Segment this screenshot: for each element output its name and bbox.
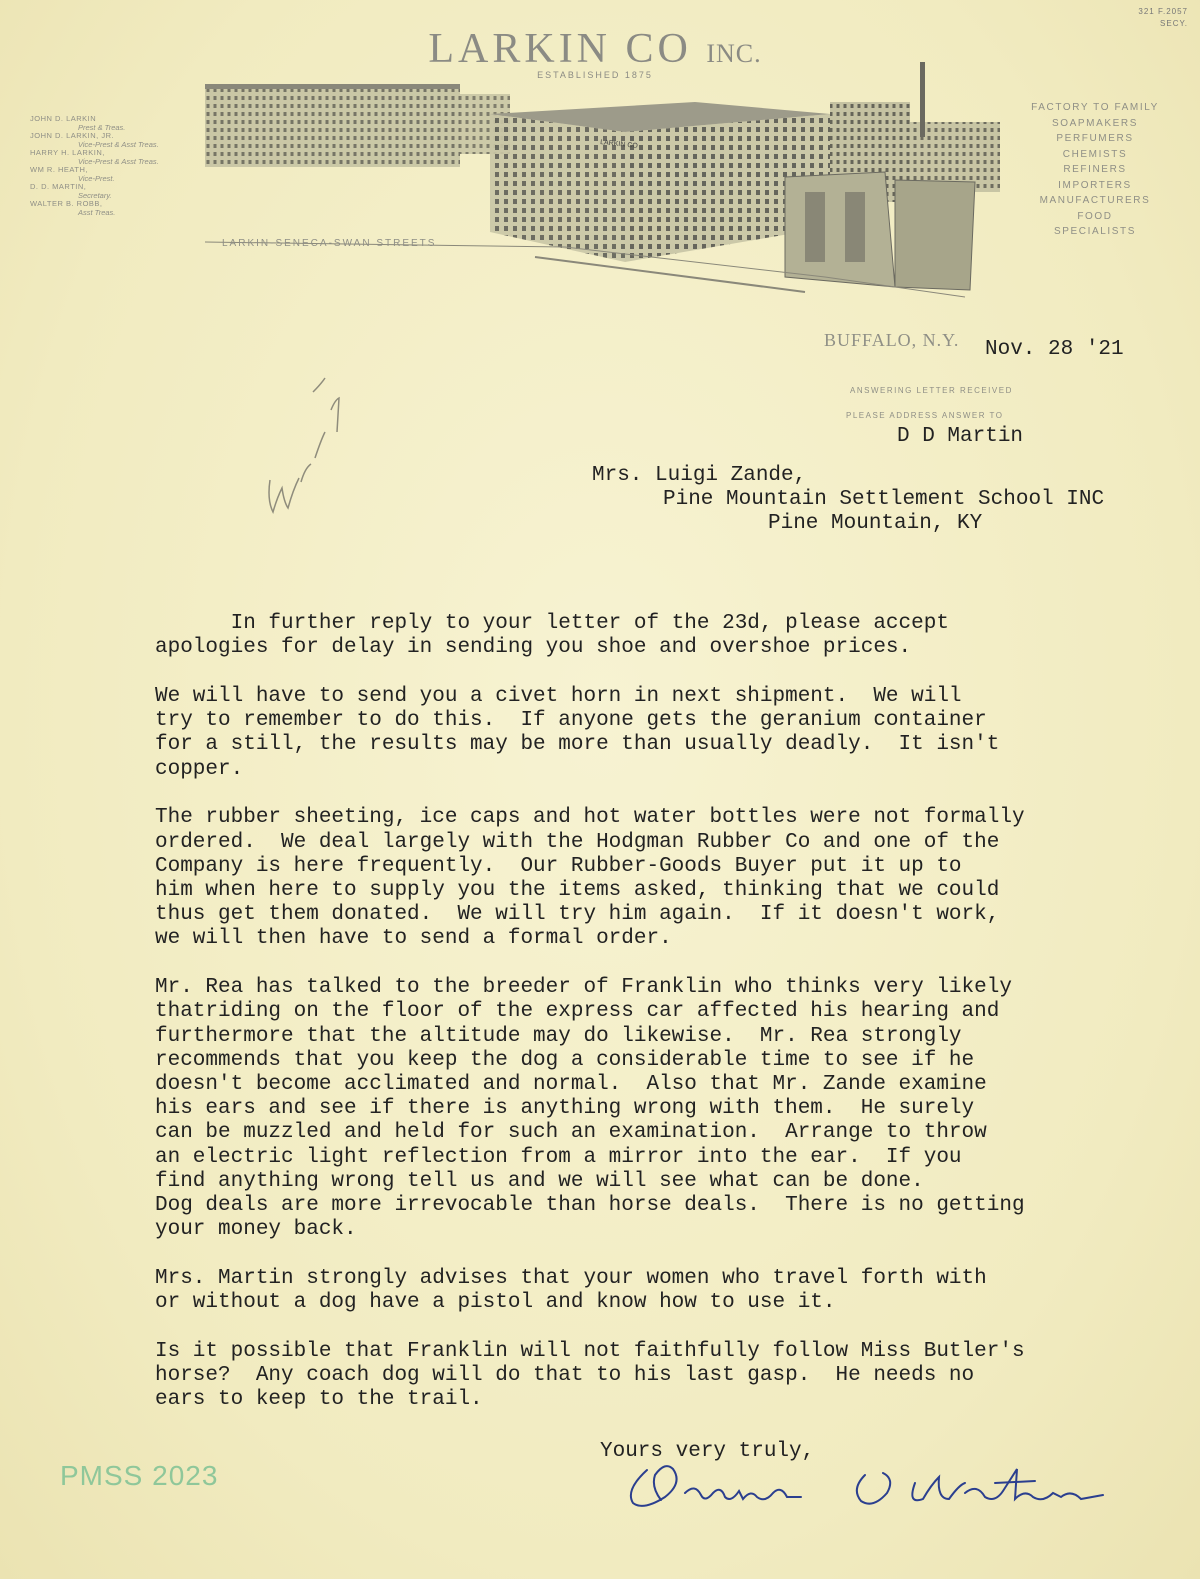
building-sign: LARKIN CO [599, 139, 639, 150]
paragraph: We will have to send you a civet horn in next shipment. We will try to remember to do this. If anyone gets the geranium container for a still, the results may be more than usually deadly. It isn't copper. [155, 685, 1000, 781]
streets-label: LARKIN-SENECA-SWAN STREETS [222, 238, 437, 249]
product-item: REFINERS [1063, 164, 1127, 175]
product-item: PERFUMERS [1056, 133, 1134, 144]
company-suffix: INC. [706, 39, 762, 68]
factory-illustration [205, 62, 1035, 302]
product-item: CHEMISTS [1062, 148, 1128, 160]
product-item: FACTORY TO FAMILY [1031, 102, 1159, 113]
product-item: SPECIALISTS [1053, 226, 1137, 237]
product-item: IMPORTERS [1058, 179, 1132, 191]
paragraph: Is it possible that Franklin will not faithfully follow Miss Butler's horse? Any coach dog will do that to his last gasp. He needs no ears to keep to the trail. [155, 1340, 1025, 1412]
officer-name: JOHN D. LARKIN [30, 114, 97, 123]
officer-name: HARRY H. LARKIN, [30, 148, 105, 157]
product-item: SOAPMAKERS [1051, 117, 1139, 129]
form-number: 321 F.2057 SECY. [1138, 7, 1188, 28]
pencil-margin-note [255, 370, 355, 520]
officer-title: Vice-Prest. [78, 173, 115, 183]
products-list [1020, 100, 1170, 240]
established-line: ESTABLISHED 1875 [537, 70, 653, 80]
officer-name: WM R. HEATH, [30, 165, 88, 174]
answering-label: ANSWERING LETTER RECEIVED [850, 386, 1013, 395]
letter-date: Nov. 28 '21 [985, 338, 1124, 361]
paragraph: In further reply to your letter of the 23d, please accept apologies for delay in sending you shoe and overshoe prices. [155, 612, 949, 660]
officers-list [30, 115, 200, 217]
watermark: PMSS 2023 [60, 1460, 219, 1491]
officer-name: WALTER B. ROBB, [30, 199, 103, 208]
officer-name: D. D. MARTIN, [30, 182, 87, 191]
paragraph: Mrs. Martin strongly advises that your women who travel forth with or without a dog have a pistol and know how to use it. [155, 1267, 987, 1315]
paragraph: Mr. Rea has talked to the breeder of Franklin who thinks very likely thatriding on the floor of the express car affected his hearing and furthermore that the altitude may do likewise. Mr. Rea strongly recommends that you keep the dog a considerable time to see if he doesn't become acclimated and normal. Also that Mr. Zande examine his ears and see if there is anything wrong with them. He surely can be muzzled and held for such an examination. Arrange to throw an electric light reflection from a mirror into the ear. If you find anything wrong tell us and we will see what can be done. Dog deals are more irrevocable than horse deals. There is no getting your money back. [155, 976, 1025, 1242]
city-line: BUFFALO, N.Y. [824, 330, 960, 350]
officer-title: Asst Treas. [78, 207, 116, 217]
signature [625, 1455, 1145, 1525]
officer-title: Secretary. [78, 190, 112, 200]
address-answer-label: PLEASE ADDRESS ANSWER TO [846, 411, 1004, 420]
paragraph: The rubber sheeting, ice caps and hot water bottles were not formally ordered. We deal largely with the Hodgman Rubber Co and one of the Company is here frequently. Our Rubber-Goods Buyer put it up to him when here to supply you the items asked, thinking that we could thus get them donated. We will try him again. If it doesn't work, we will then have to send a formal order. [155, 806, 1025, 951]
officer-name: JOHN D. LARKIN, JR. [30, 131, 115, 140]
product-item: FOOD [1077, 210, 1113, 222]
officer-title: Prest & Treas. [78, 122, 126, 132]
recipient-organization: Pine Mountain Settlement School INC [663, 488, 1105, 511]
officer-title: Vice-Prest & Asst Treas. [78, 156, 159, 166]
address-answer-to: D D Martin [897, 425, 1024, 448]
recipient-city: Pine Mountain, KY [768, 512, 983, 535]
product-item: MANUFACTURERS [1039, 195, 1151, 206]
company-name: LARKIN CO INC. [428, 26, 762, 72]
officer-title: Vice-Prest & Asst Treas. [78, 139, 159, 149]
recipient-name: Mrs. Luigi Zande, [592, 464, 807, 487]
letter-body [155, 612, 1175, 1437]
closing-line: Yours very truly, [600, 1440, 815, 1463]
